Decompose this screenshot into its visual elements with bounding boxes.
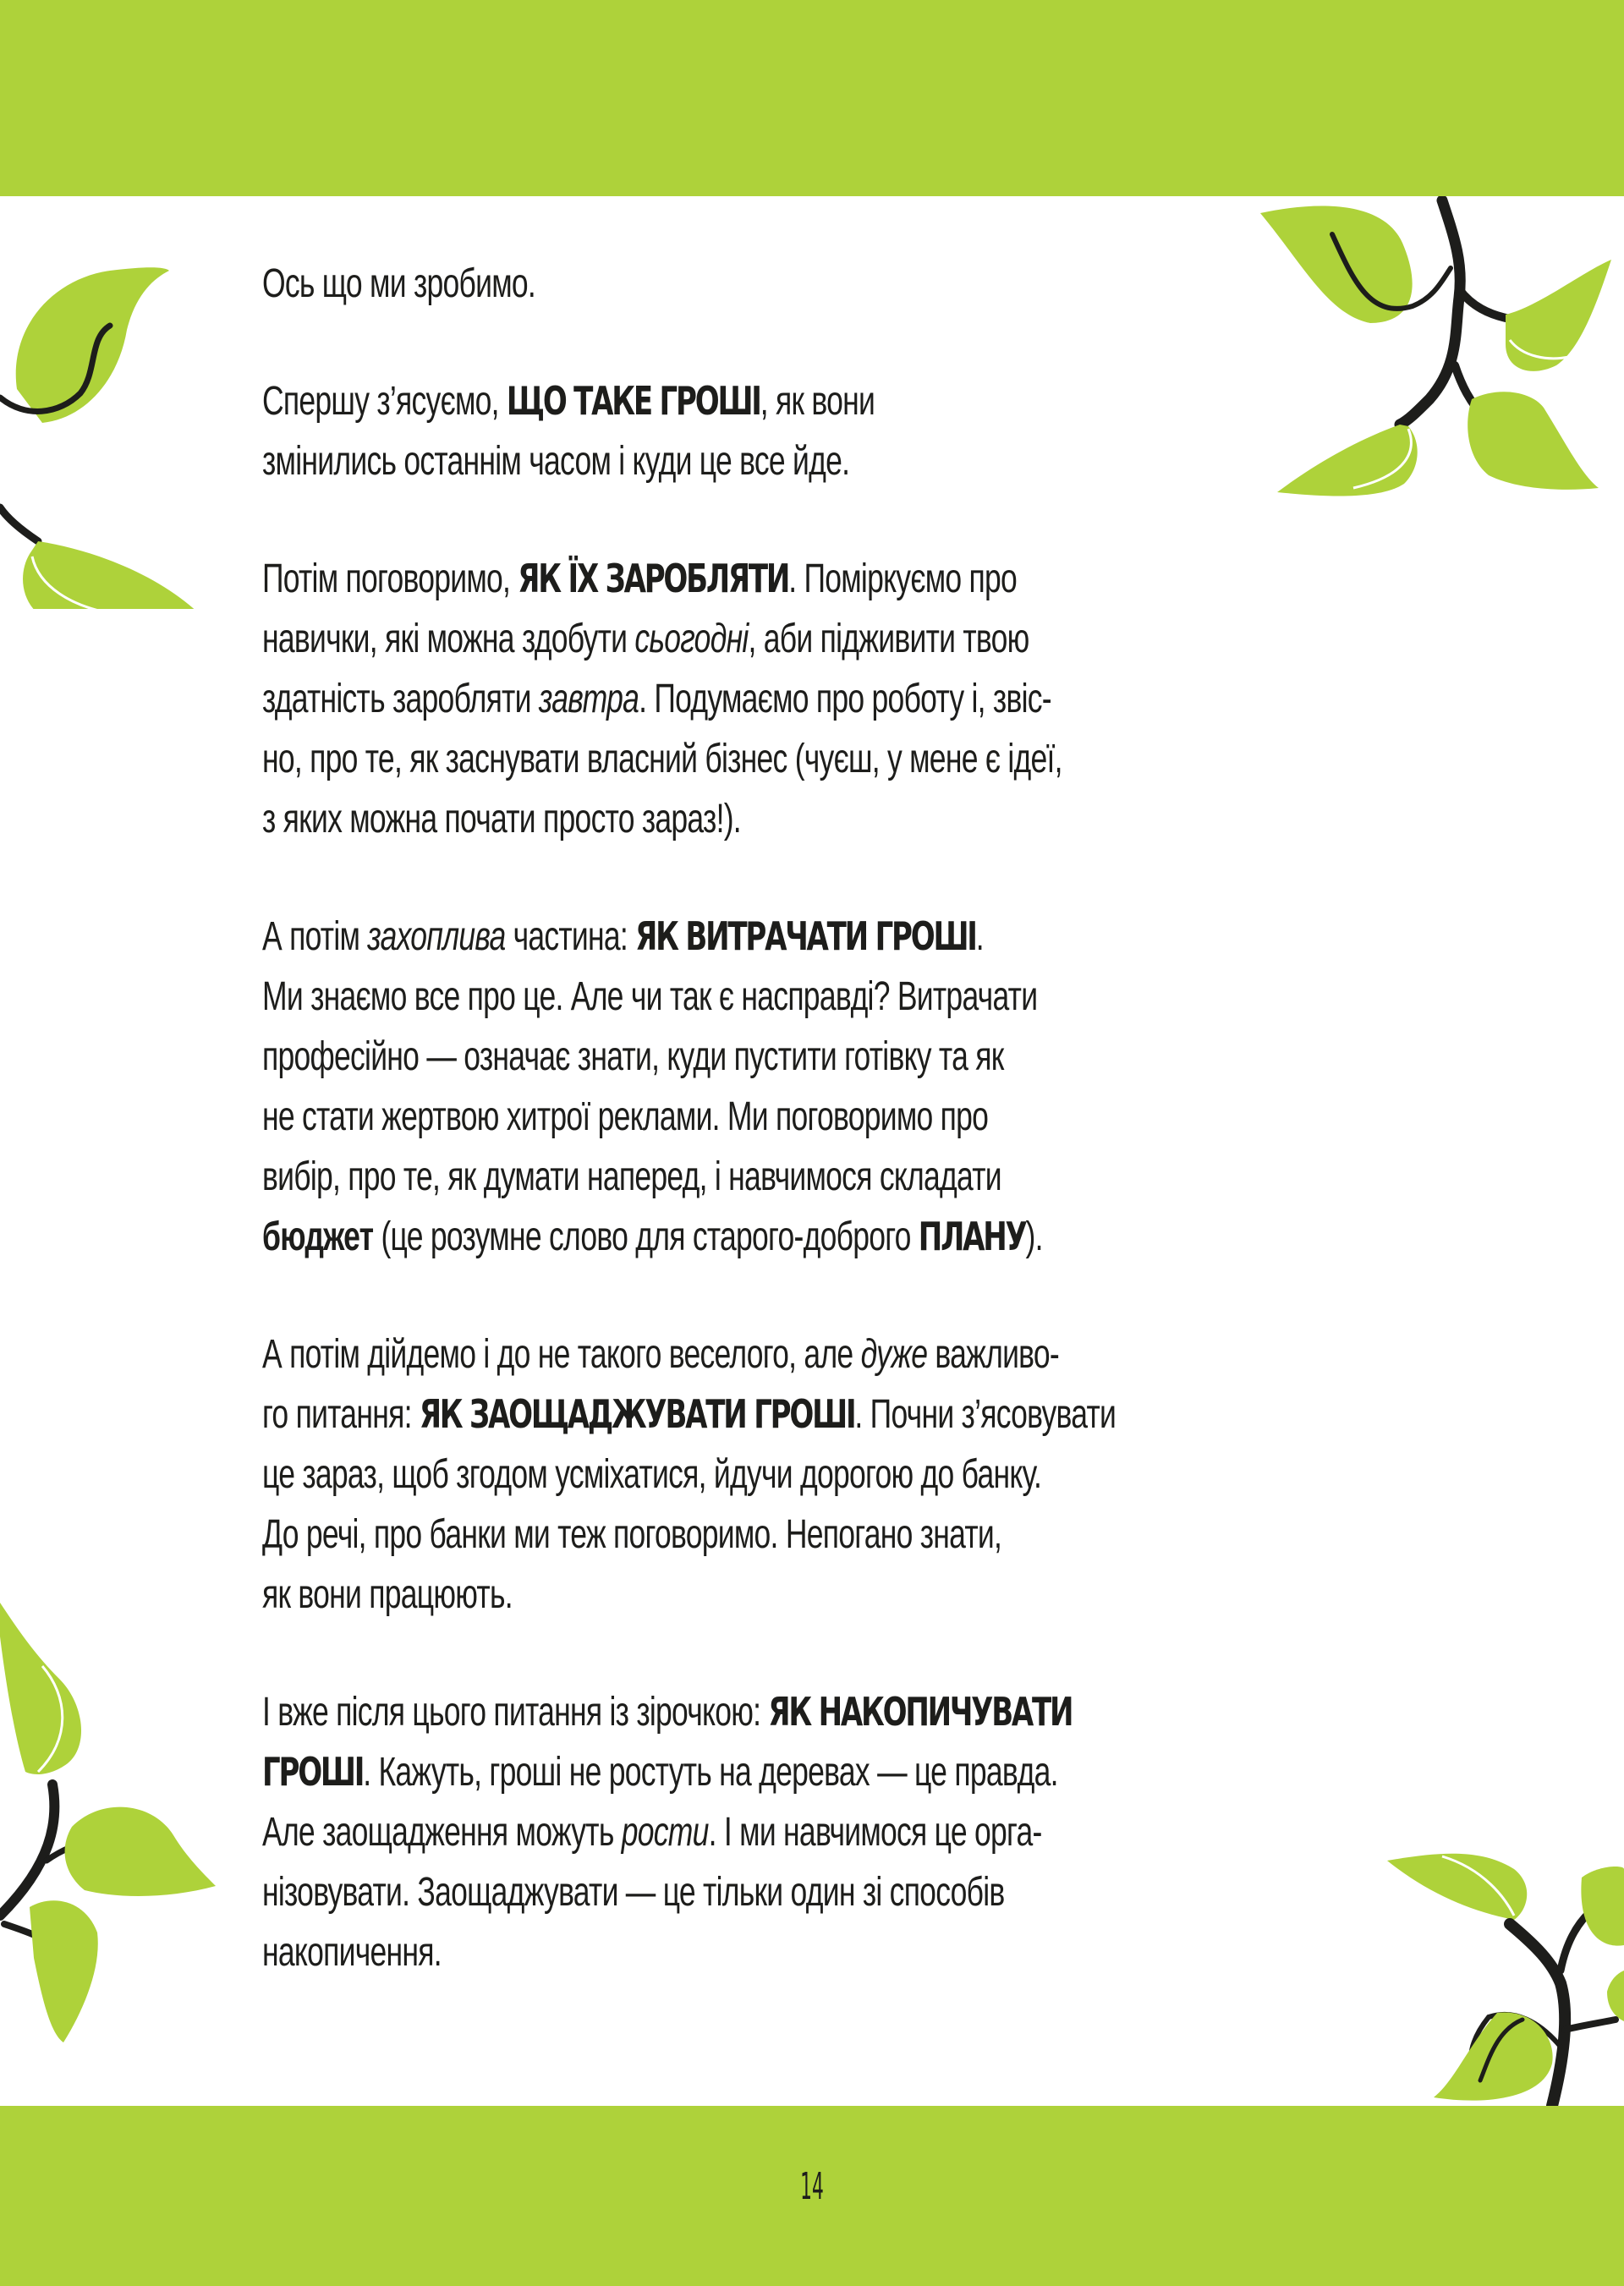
text-line [262,669,1363,729]
text-run: Потім поговоримо, [262,556,518,601]
text-run: Ми знаємо все про це. Але чи так є насправді? Витрачати [262,974,1038,1019]
highlight-phrase: ЩО ТАКЕ ГРОШІ [506,378,760,424]
text-run: Спершу з’ясуємо, [262,379,507,424]
text-line [262,1087,1363,1147]
highlight-phrase: ЯК ЗАОЩАДЖУВАТИ ГРОШІ [419,1391,855,1437]
text-run: ). [1025,1214,1043,1259]
page-number: 14 [800,2165,824,2208]
highlight-phrase: ГРОШІ [262,1749,364,1795]
emphasis-text: завтра [538,677,639,721]
text-line [262,1027,1363,1087]
text-run: нізовувати. Заощаджувати — це тільки один зі способів [262,1870,1005,1915]
text-run: з яких можна почати просто зараз!). [262,797,741,841]
text-run: це зараз, щоб згодом усміхатися, йдучи дорогою до банку. [262,1452,1042,1497]
emphasis-text: дуже [860,1332,928,1377]
text-run: професійно — означає знати, куди пустити готівку та як [262,1034,1004,1079]
text-run: важливо- [927,1332,1060,1377]
paragraph [262,254,1363,314]
text-run: . Кажуть, гроші не ростуть на деревах — це правда. [363,1750,1058,1795]
paragraph [262,549,1363,849]
text-line [262,967,1363,1027]
text-run: Ось що ми зробимо. [262,261,536,306]
text-run: А потім дійдемо і до не такого веселого, але [262,1332,861,1377]
emphasis-text: захоплива [367,914,506,959]
text-line [262,1802,1363,1862]
text-line [262,1147,1363,1207]
text-line [262,1207,1363,1267]
text-run: . Поміркуємо про [788,556,1018,601]
paragraph [262,1682,1363,1982]
emphasis-text: рости [621,1810,709,1855]
body-text [262,254,1362,2040]
text-run: накопичення. [262,1930,442,1975]
text-line [262,1505,1363,1565]
text-run: Але заощадження можуть [262,1810,622,1855]
paragraph [262,907,1363,1267]
text-line [262,609,1363,669]
text-line [262,371,1363,431]
text-line [262,549,1363,609]
text-run: . Подумаємо про роботу і, звіс- [639,677,1051,721]
text-run: частина: [505,914,636,959]
text-run: но, про те, як заснувати власний бізнес (чуєш, у мене є ідеї, [262,737,1062,781]
text-line [262,1324,1363,1384]
highlight-phrase: ЯК ЇХ ЗАРОБЛЯТИ [518,556,789,601]
paragraph [262,1324,1363,1625]
text-run: вибір, про те, як думати наперед, і навчимося складати [262,1154,1001,1199]
text-run: , як вони [760,379,875,424]
highlight-phrase: ЯК ВИТРАЧАТИ ГРОШІ [635,913,976,959]
vine-bottom-right-icon [1387,1835,1624,2110]
text-run: А потім [262,914,368,959]
text-run: (це розумне слово для старого-доброго [373,1214,919,1259]
text-run: навички, які можна здобути [262,617,635,661]
emphasis-text: сьогодні [634,617,749,661]
text-run: І вже після цього питання із зірочкою: [262,1690,769,1735]
text-run: До речі, про банки ми теж поговоримо. Непогано знати, [262,1512,1002,1557]
text-run: як вони працюють. [262,1572,513,1617]
text-line [262,254,1363,314]
text-run: , аби підживити твою [748,617,1029,661]
vine-bottom-left-icon [0,1603,228,2042]
text-line [262,1565,1363,1625]
text-run: . [975,914,984,959]
text-run: го питання: [262,1392,420,1437]
text-line [262,1862,1363,1922]
text-line [262,1742,1363,1802]
text-line [262,1384,1363,1445]
paragraph [262,371,1363,491]
text-run: здатність заробляти [262,677,539,721]
text-line [262,789,1363,849]
bold-text: бюджет [262,1214,374,1259]
text-run: . Почни з’ясовувати [854,1392,1116,1437]
highlight-phrase: ПЛАНУ [918,1214,1026,1259]
text-line [262,907,1363,967]
text-run: . І ми навчимося це орга- [708,1810,1042,1855]
text-line [262,1682,1363,1742]
text-run: не стати жертвою хитрої реклами. Ми поговоримо про [262,1094,989,1139]
highlight-phrase: ЯК НАКОПИЧУВАТИ [768,1689,1073,1735]
vine-top-left-icon [0,237,220,609]
text-line [262,729,1363,789]
text-line [262,1922,1363,1982]
text-run: змінились останнім часом і куди це все йде. [262,439,850,484]
top-green-band [0,0,1624,196]
text-line [262,1445,1363,1505]
text-line [262,431,1363,491]
